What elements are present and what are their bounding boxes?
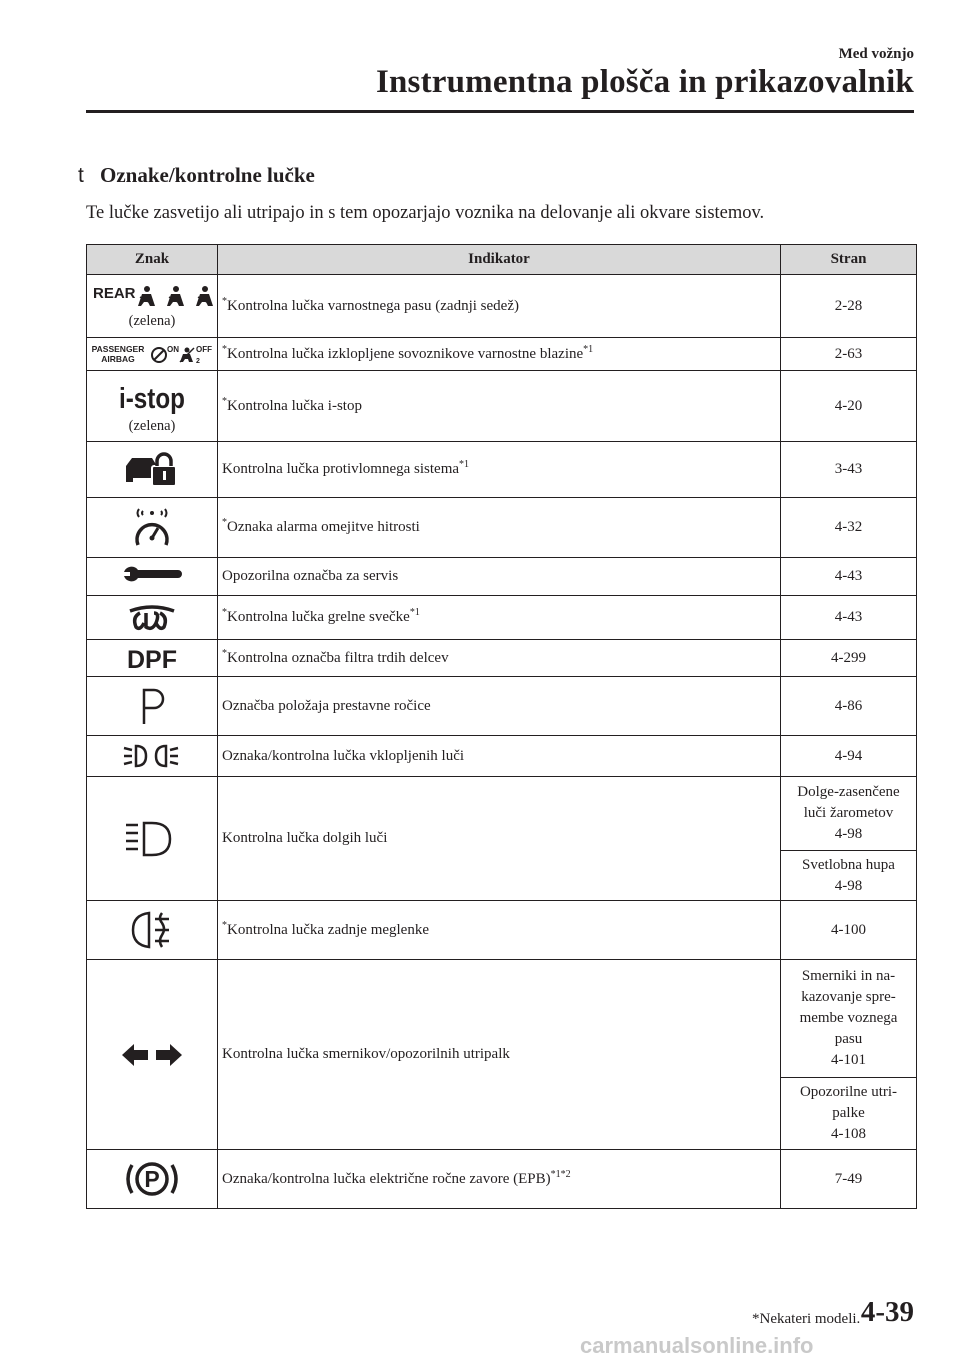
header-rule	[86, 110, 914, 113]
table-cell-page: 2-28	[781, 275, 917, 338]
table-cell-icon	[87, 960, 218, 1150]
rear-fog-icon	[127, 909, 177, 951]
svg-text:i-stop: i-stop	[119, 382, 185, 415]
table-row	[87, 960, 917, 1078]
table-cell-icon	[87, 736, 218, 777]
table-cell-icon	[87, 558, 218, 596]
table-row	[87, 677, 917, 736]
table-row	[87, 901, 917, 960]
table-cell-indicator: *Kontrolna lučka varnostnega pasu (zadnji sedež)	[218, 275, 781, 338]
table-row	[87, 498, 917, 558]
section-heading	[78, 163, 315, 188]
table-cell-indicator: Oznaka/kontrolna lučka vklopljenih luči	[218, 736, 781, 777]
icon-color-label: (zelena)	[128, 417, 176, 434]
svg-text:ON: ON	[167, 345, 179, 354]
table-cell-page: 4-43	[781, 558, 917, 596]
position-lights-icon	[122, 742, 182, 770]
table-cell-indicator: Kontrolna lučka smernikov/opozorilnih utripalk	[218, 960, 781, 1150]
intro-paragraph: Te lučke zasvetijo ali utripajo in s tem opozarjajo voznika na delovanje ali okvare sistemov.	[86, 203, 765, 223]
svg-text:OFF: OFF	[196, 345, 212, 354]
header-indicator: Indikator	[218, 245, 781, 275]
glow-plug-icon	[122, 603, 182, 633]
table-cell-icon	[87, 498, 218, 558]
svg-text:AIRBAG: AIRBAG	[101, 354, 135, 364]
svg-text:P: P	[144, 1166, 160, 1192]
table-cell-page: 4-86	[781, 677, 917, 736]
page-number: 4-39	[860, 1296, 914, 1328]
table-cell-page: 4-100	[781, 901, 917, 960]
wrench-icon	[122, 566, 182, 588]
epb-icon	[120, 1155, 184, 1203]
watermark: carmanualsonline.info	[580, 1333, 814, 1358]
table-row	[87, 736, 917, 777]
table-cell-indicator: *Kontrolna lučka i-stop	[218, 371, 781, 442]
table-cell-icon	[87, 901, 218, 960]
header-sign: Znak	[87, 245, 218, 275]
table-cell-icon	[87, 777, 218, 901]
i-stop-icon	[112, 378, 192, 416]
table-row	[87, 640, 917, 677]
table-cell-icon	[87, 442, 218, 498]
table-cell-indicator: *Oznaka alarma omejitve hitrosti	[218, 498, 781, 558]
table-cell-indicator: Oznaka/kontrolna lučka električne ročne zavore (EPB)$^{*1*2}$	[218, 1150, 781, 1209]
icon-color-label: (zelena)	[128, 312, 176, 329]
table-row	[87, 338, 917, 371]
table-cell-page: 4-20	[781, 371, 917, 442]
footer-note: *Nekateri modeli.	[752, 1311, 861, 1327]
table-cell-icon	[87, 640, 218, 677]
table-cell-indicator: *Kontrolna lučka izklopljene sovoznikove varnostne blazine$^{*1}$	[218, 338, 781, 371]
table-cell-page: 2-63	[781, 338, 917, 371]
page-title: Instrumentna plošča in prikazovalnik	[375, 64, 914, 100]
table-cell-indicator: *Kontrolna lučka grelne svečke$^{*1}$	[218, 596, 781, 640]
rear-seatbelt-icon	[90, 283, 214, 311]
table-cell-page: 7-49	[781, 1150, 917, 1209]
table-row	[87, 1150, 917, 1209]
passenger-airbag-off-icon	[90, 342, 214, 366]
speed-alarm-icon	[127, 505, 177, 551]
table-cell-page: Smerniki in na- kazovanje spre- membe voznega pasu 4-101	[781, 960, 917, 1078]
table-row	[87, 275, 917, 338]
table-cell-indicator: Opozorilna označba za servis	[218, 558, 781, 596]
indicator-table	[86, 244, 917, 1209]
table-cell-icon	[87, 677, 218, 736]
table-cell-indicator: Kontrolna lučka protivlomnega sistema$^{*1}$	[218, 442, 781, 498]
svg-text:PASSENGER: PASSENGER	[91, 344, 145, 354]
section-marker: t	[78, 164, 84, 187]
table-cell-icon	[87, 371, 218, 442]
table-cell-icon	[87, 596, 218, 640]
table-cell-page: 4-94	[781, 736, 917, 777]
table-cell-indicator: *Kontrolna lučka zadnje meglenke	[218, 901, 781, 960]
table-cell-page: Opozorilne utri- palke 4-108	[781, 1078, 917, 1150]
table-cell-indicator: *Kontrolna označba filtra trdih delcev	[218, 640, 781, 677]
table-cell-page: Svetlobna hupa 4-98	[781, 851, 917, 901]
table-cell-indicator: Označba položaja prestavne ročice	[218, 677, 781, 736]
turn-signal-icon	[120, 1041, 184, 1069]
table-cell-icon	[87, 1150, 218, 1209]
svg-text:2: 2	[196, 358, 200, 365]
table-row	[87, 371, 917, 442]
header-page: Stran	[781, 245, 917, 275]
table-row	[87, 777, 917, 851]
table-cell-icon	[87, 338, 218, 371]
parking-position-icon	[132, 684, 172, 728]
table-row	[87, 596, 917, 640]
table-cell-page: 4-299	[781, 640, 917, 677]
table-cell-page: 4-43	[781, 596, 917, 640]
table-cell-page: 3-43	[781, 442, 917, 498]
security-lock-icon	[122, 452, 182, 488]
table-row	[87, 442, 917, 498]
header-section-label: Med vožnjo	[838, 46, 914, 62]
table-cell-indicator: Kontrolna lučka dolgih luči	[218, 777, 781, 901]
high-beam-icon	[122, 819, 182, 859]
table-cell-page: Dolge-zasenčene luči žarometov 4-98	[781, 777, 917, 851]
section-heading-text: Oznake/kontrolne lučke	[100, 163, 315, 187]
dpf-icon	[117, 644, 187, 672]
table-cell-page: 4-32	[781, 498, 917, 558]
table-row	[87, 558, 917, 596]
svg-text:REAR: REAR	[93, 284, 136, 302]
table-header-row	[87, 245, 917, 275]
table-cell-icon	[87, 275, 218, 338]
svg-text:DPF: DPF	[127, 646, 177, 672]
